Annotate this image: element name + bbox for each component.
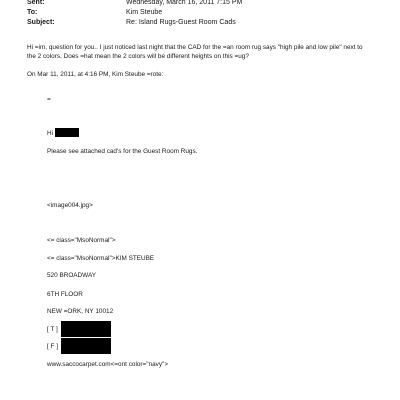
to-label: To:: [27, 9, 38, 16]
fax-label: [ F ]: [47, 343, 59, 350]
redaction-box: [55, 128, 79, 137]
mso-line-2: <= class="MsoNormal">KIM STEUBE: [47, 255, 155, 262]
attached-line: Please see attached cad's for the Guest Room Rugs.: [47, 148, 198, 155]
to-value: Kim Steube: [126, 9, 163, 16]
quote-intro: On Mar 11, 2011, at 4:16 PM, Kim Steube =rote:: [27, 71, 164, 78]
body-line-1: Hi =im, question for you.. I just noticed last night that the CAD for the =an room rug says "high pile and low pile" next to: [27, 44, 363, 51]
address-line-1: 520 BROADWAY: [47, 272, 97, 279]
address-line-2: 6TH FLOOR: [47, 291, 83, 298]
body-line-2: the 2 colors. Does =hat mean the 2 colors will be different heights on this =ug?: [27, 53, 249, 60]
sent-value: Wednesday, March 16, 2011 7:15 PM: [126, 0, 243, 6]
website-line: www.saccocarpet.com<=ont color="navy">: [47, 361, 169, 368]
image-reference: <image004.jpg>: [47, 202, 93, 209]
quote-marker: =: [47, 96, 51, 103]
phone-label: [ T ]: [47, 326, 58, 333]
subject-value: Re: Island Rugs-Guest Room Cads: [126, 19, 236, 26]
mso-line-1: <= class="MsoNormal">: [47, 237, 116, 244]
phone-redaction: [61, 321, 111, 337]
fax-redaction: [61, 338, 111, 354]
sent-label: Sent:: [27, 0, 45, 6]
address-line-3: NEW =ORK, NY 10012: [47, 308, 114, 315]
subject-label: Subject:: [27, 19, 55, 26]
greeting: Hi: [47, 130, 54, 137]
